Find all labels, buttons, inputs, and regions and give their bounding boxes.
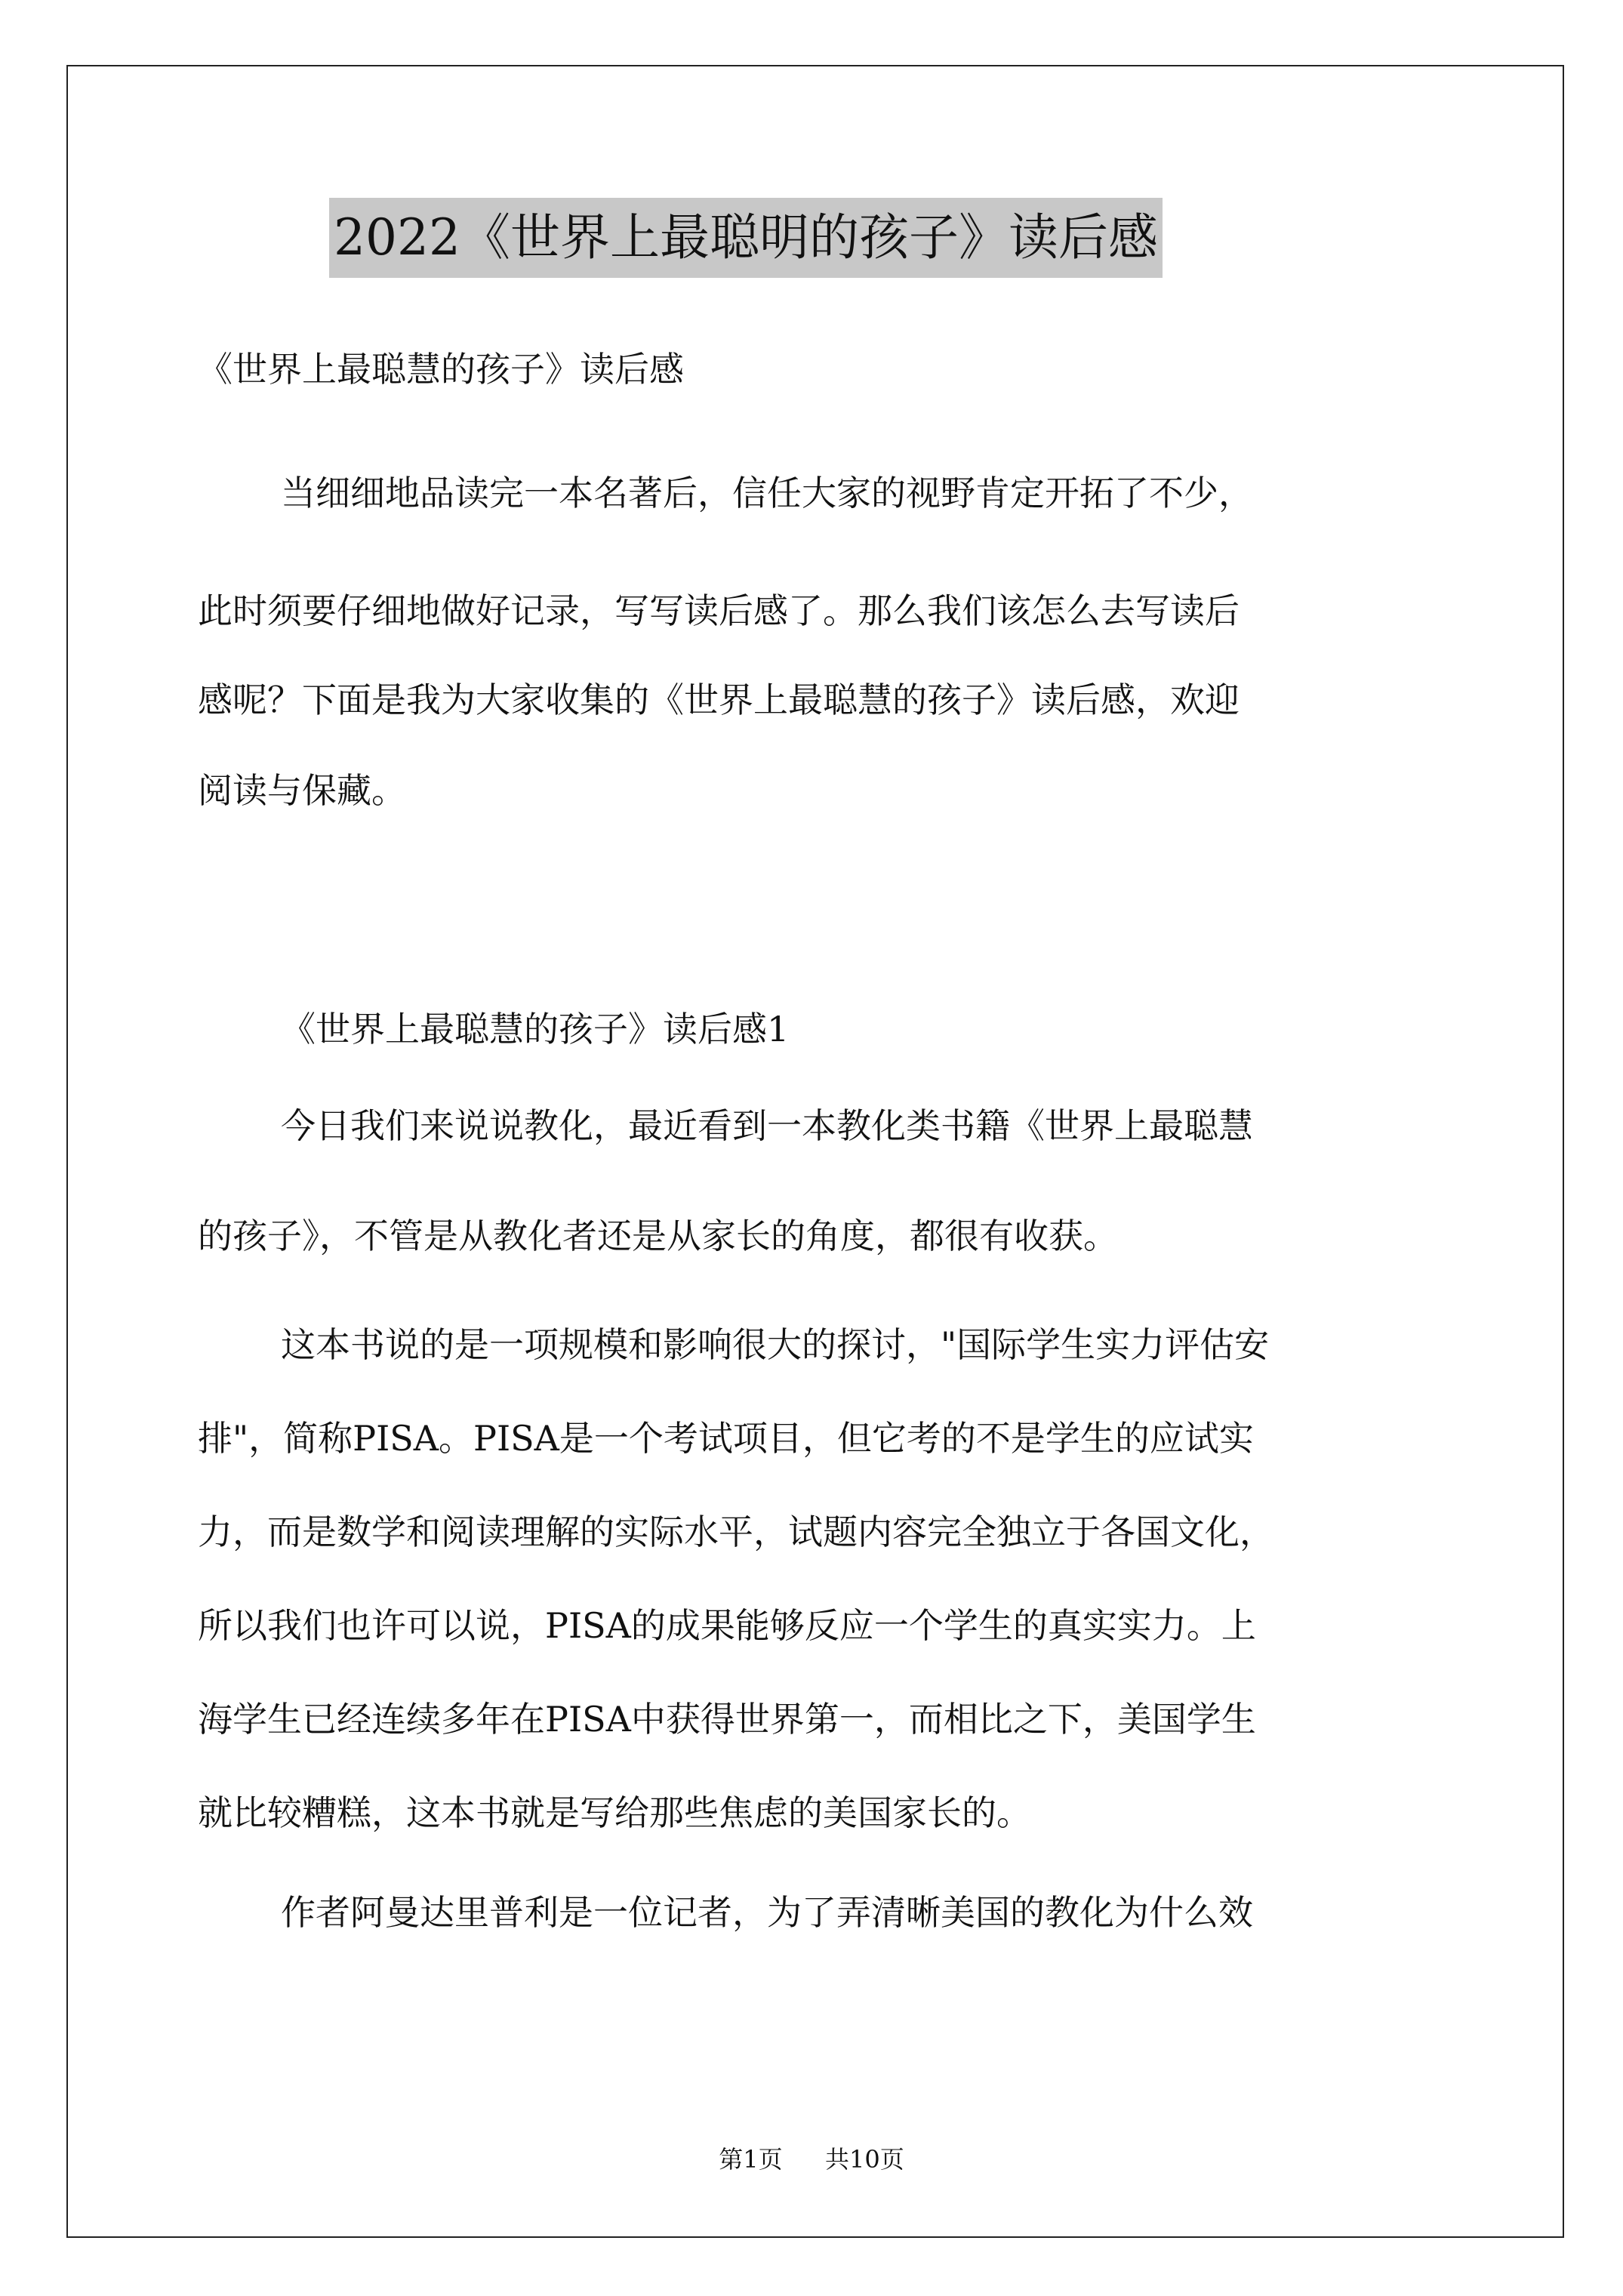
paragraph-line: 海学生已经连续多年在PISA中获得世界第一，而相比之下，美国学生 [198,1699,1256,1740]
paragraph-line: 排"，简称PISA。PISA是一个考试项目，但它考的不是学生的应试实 [198,1418,1254,1459]
paragraph-line: 此时须要仔细地做好记录，写写读后感了。那么我们该怎么去写读后 [198,590,1240,631]
paragraph-line: 感呢？下面是我为大家收集的《世界上最聪慧的孩子》读后感，欢迎 [198,680,1240,720]
document-title: 2022《世界上最聪明的孩子》读后感 [329,198,1163,278]
page-number: 第1页 [719,2145,783,2174]
paragraph-line: 作者阿曼达里普利是一位记者，为了弄清晰美国的教化为什么效 [281,1892,1253,1933]
paragraph-line: 的孩子》，不管是从教化者还是从家长的角度，都很有收获。 [198,1216,1118,1256]
total-pages: 共10页 [824,2145,904,2174]
paragraph-line: 所以我们也许可以说，PISA的成果能够反应一个学生的真实实力。上 [198,1605,1256,1646]
paragraph-line: 当细细地品读完一本名著后，信任大家的视野肯定开拓了不少， [281,473,1253,513]
paragraph-line: 这本书说的是一项规模和影响很大的探讨，"国际学生实力评估安 [281,1324,1270,1365]
paragraph-line: 阅读与保藏。 [198,770,406,811]
paragraph-line: 今日我们来说说教化，最近看到一本教化类书籍《世界上最聪慧 [281,1105,1253,1146]
section-heading: 《世界上最聪慧的孩子》读后感1 [281,1009,790,1049]
paragraph-line: 就比较糟糕，这本书就是写给那些焦虑的美国家长的。 [198,1792,1031,1833]
paragraph-line: 力，而是数学和阅读理解的实际水平，试题内容完全独立于各国文化， [198,1512,1274,1552]
page-footer [0,2144,1623,2174]
subtitle-line: 《世界上最聪慧的孩子》读后感 [198,349,684,390]
